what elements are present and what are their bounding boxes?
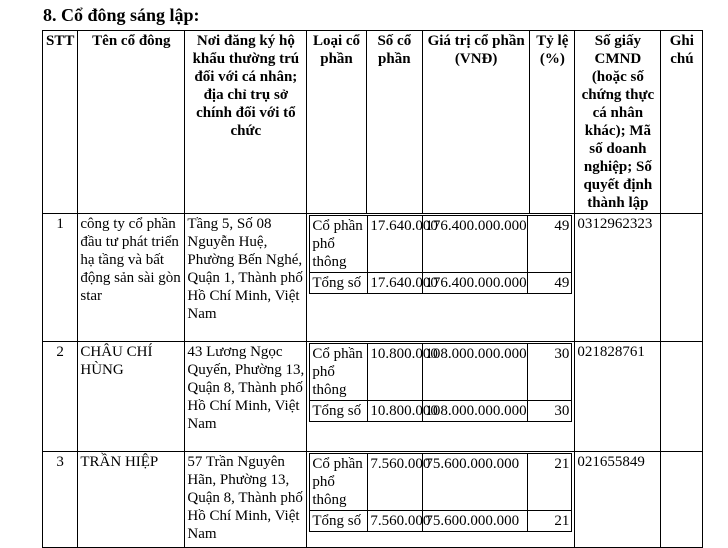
line-ratio: 49 — [528, 216, 572, 273]
row-name: công ty cổ phần đầu tư phát triển hạ tầng và bất động sản sài gòn star — [78, 214, 185, 342]
line-value: 108.000.000.000 — [423, 344, 528, 401]
row-stt: 2 — [43, 342, 78, 452]
row-stt: 3 — [43, 452, 78, 548]
section-title: 8. Cổ đông sáng lập: — [43, 5, 200, 25]
header-id: Số giấy CMND (hoặc số chứng thực cá nhân khác); Mã số doanh nghiệp; Số quyết định thành lập — [575, 31, 661, 214]
line-type: Tổng số — [310, 401, 368, 422]
row-address: 43 Lương Ngọc Quyến, Phường 13, Quận 8, Thành phố Hồ Chí Minh, Việt Nam — [185, 342, 307, 452]
share-line-total — [310, 511, 572, 532]
line-value: 75.600.000.000 — [423, 511, 528, 532]
table-row — [43, 214, 703, 342]
line-ratio: 30 — [528, 401, 572, 422]
line-shares: 10.800.000 — [368, 344, 423, 401]
row-note — [661, 342, 703, 452]
share-lines — [307, 342, 575, 452]
row-address: Tầng 5, Số 08 Nguyễn Huệ, Phường Bến Nghé, Quận 1, Thành phố Hồ Chí Minh, Việt Nam — [185, 214, 307, 342]
line-shares: 17.640.000 — [368, 273, 423, 294]
row-id: 021655849 — [575, 452, 661, 548]
line-shares: 7.560.000 — [368, 454, 423, 511]
share-lines — [307, 214, 575, 342]
share-line — [310, 344, 572, 401]
header-note: Ghi chú — [661, 31, 703, 214]
line-ratio: 21 — [528, 511, 572, 532]
line-type: Tổng số — [310, 273, 368, 294]
share-line-total — [310, 401, 572, 422]
row-address: 57 Trần Nguyên Hãn, Phường 13, Quận 8, Thành phố Hồ Chí Minh, Việt Nam — [185, 452, 307, 548]
header-value: Giá trị cổ phần (VNĐ) — [422, 31, 529, 214]
header-ratio: Tỷ lệ (%) — [530, 31, 575, 214]
row-name: CHÂU CHÍ HÙNG — [78, 342, 185, 452]
row-id: 021828761 — [575, 342, 661, 452]
header-stt: STT — [43, 31, 78, 214]
line-ratio: 21 — [528, 454, 572, 511]
line-value: 176.400.000.000 — [423, 273, 528, 294]
line-type: Cổ phần phổ thông — [310, 344, 368, 401]
shareholder-table — [42, 30, 703, 548]
line-value: 176.400.000.000 — [423, 216, 528, 273]
header-name: Tên cổ đông — [78, 31, 185, 214]
share-lines — [307, 452, 575, 548]
line-shares: 7.560.000 — [368, 511, 423, 532]
line-type: Tổng số — [310, 511, 368, 532]
line-type: Cổ phần phổ thông — [310, 216, 368, 273]
header-row — [43, 31, 703, 214]
line-type: Cổ phần phổ thông — [310, 454, 368, 511]
header-address: Nơi đăng ký hộ khẩu thường trú đối với cá nhân; địa chỉ trụ sở chính đối với tổ chức — [185, 31, 307, 214]
line-shares: 10.800.000 — [368, 401, 423, 422]
table-row — [43, 342, 703, 452]
line-shares: 17.640.000 — [368, 216, 423, 273]
header-type: Loại cổ phần — [307, 31, 366, 214]
table-row — [43, 452, 703, 548]
line-ratio: 49 — [528, 273, 572, 294]
row-note — [661, 214, 703, 342]
header-shares: Số cổ phần — [366, 31, 422, 214]
share-line — [310, 454, 572, 511]
line-value: 75.600.000.000 — [423, 454, 528, 511]
row-note — [661, 452, 703, 548]
row-name: TRẦN HIỆP — [78, 452, 185, 548]
row-stt: 1 — [43, 214, 78, 342]
row-id: 0312962323 — [575, 214, 661, 342]
share-line-total — [310, 273, 572, 294]
share-line — [310, 216, 572, 273]
line-ratio: 30 — [528, 344, 572, 401]
line-value: 108.000.000.000 — [423, 401, 528, 422]
